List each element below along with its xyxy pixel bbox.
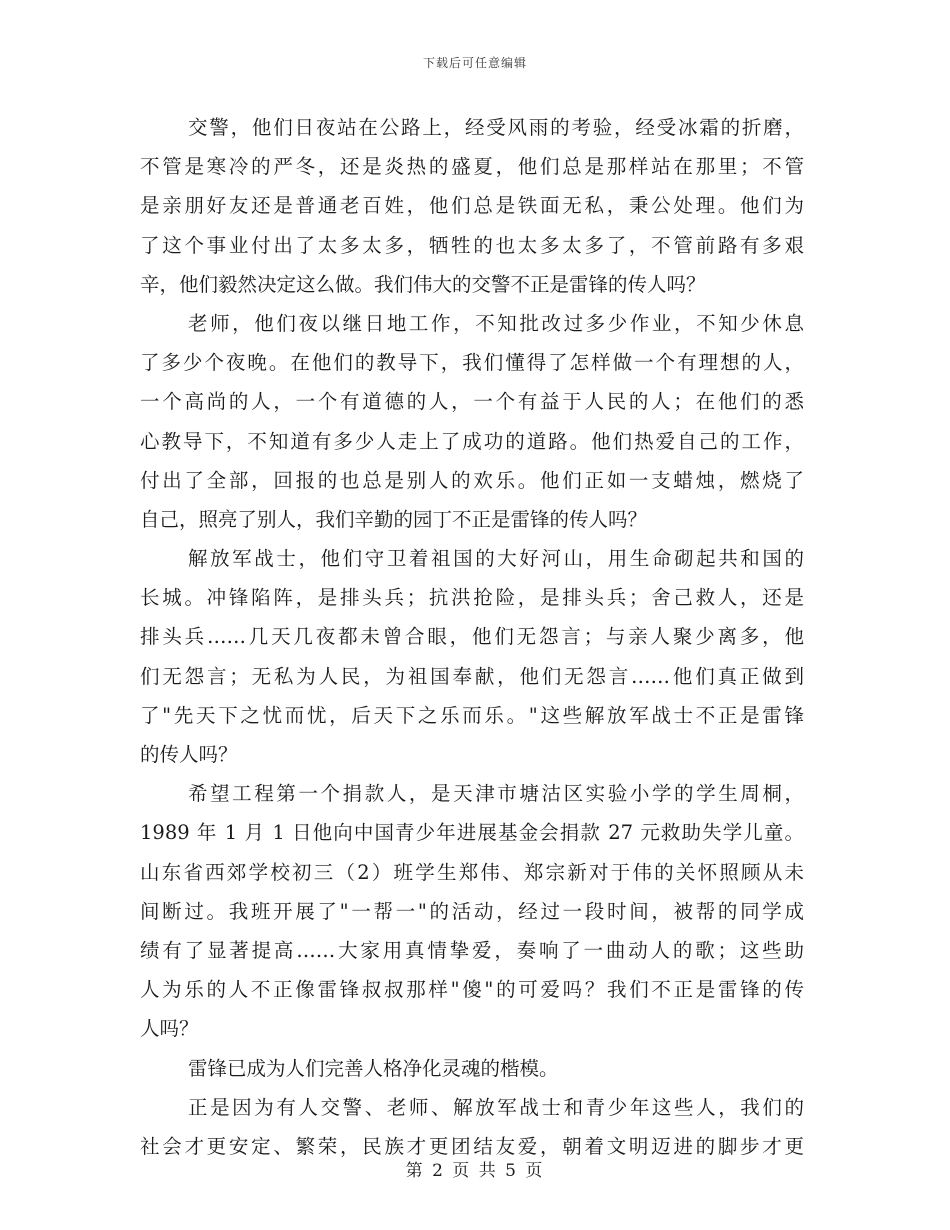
text-line: 一个高尚的人，一个有道德的人，一个有益于人民的人；在他们的悉 — [140, 390, 804, 414]
paragraph — [140, 1088, 804, 1166]
text-line: 交警，他们日夜站在公路上，经受风雨的考验，经受冰霜的折磨， — [188, 116, 804, 139]
text-line: 不管是寒冷的严冬，还是炎热的盛夏，他们总是那样站在那里；不管 — [140, 155, 804, 179]
text-line: 辛，他们毅然决定这么做。我们伟大的交警不正是雷锋的传人吗？ — [140, 272, 706, 296]
text-line: 正是因为有人交警、老师、解放军战士和青少年这些人，我们的 — [188, 1095, 804, 1119]
text-line: 心教导下，不知道有多少人走上了成功的道路。他们热爱自己的工作， — [140, 429, 804, 453]
text-line: 们无怨言；无私为人民，为祖国奉献，他们无怨言……他们真正做到 — [140, 664, 804, 688]
paragraph — [140, 304, 804, 539]
text-line: 间断过。我班开展了"一帮一"的活动，经过一段时间，被帮的同学成 — [140, 899, 804, 923]
text-line: 解放军战士，他们守卫着祖国的大好河山，用生命砌起共和国的 — [188, 547, 804, 571]
text-line: 的传人吗？ — [140, 743, 238, 766]
page-number-footer: 第 2 页 共 5 页 — [405, 1161, 545, 1181]
text-line: 了这个事业付出了太多太多，牺牲的也太多太多了，不管前路有多艰 — [140, 233, 804, 257]
paragraph — [140, 774, 804, 1048]
text-line: 是亲朋好友还是普通老百姓，他们总是铁面无私，秉公处理。他们为 — [140, 194, 804, 218]
text-line: 人吗？ — [140, 1017, 199, 1041]
text-line: 希望工程第一个捐款人，是天津市塘沽区实验小学的学生周桐， — [188, 782, 804, 806]
text-line: 绩有了显著提高……大家用真情挚爱，奏响了一曲动人的歌；这些助 — [140, 938, 804, 962]
text-line: 人为乐的人不正像雷锋叔叔那样"傻"的可爱吗？我们不正是雷锋的传 — [140, 978, 804, 1002]
text-line: 长城。冲锋陷阵，是排头兵；抗洪抢险，是排头兵；舍己救人，还是 — [140, 586, 804, 610]
paragraph — [140, 108, 804, 304]
paragraph — [140, 539, 804, 774]
text-line: 付出了全部，回报的也总是别人的欢乐。他们正如一支蜡烛，燃烧了 — [140, 468, 804, 492]
text-line: 自己，照亮了别人，我们辛勤的园丁不正是雷锋的传人吗？ — [140, 507, 648, 531]
page-header: 下载后可任意编辑 — [422, 56, 527, 70]
text-line: 老师，他们夜以继日地工作，不知批改过多少作业，不知少休息 — [188, 311, 804, 335]
paragraph — [140, 1049, 804, 1088]
text-line: 了"先天下之忧而忧，后天下之乐而乐。"这些解放军战士不正是雷锋 — [140, 703, 804, 727]
text-line: 1989 年 1 月 1 日他向中国青少年进展基金会捐款 27 元救助失学儿童。 — [140, 821, 804, 845]
text-line: 社会才更安定、繁荣，民族才更团结友爱，朝着文明迈进的脚步才更 — [140, 1134, 804, 1158]
text-line: 排头兵……几天几夜都未曾合眼，他们无怨言；与亲人聚少离多，他 — [140, 625, 804, 649]
text-line: 了多少个夜晚。在他们的教导下，我们懂得了怎样做一个有理想的人， — [140, 351, 804, 375]
text-line: 雷锋已成为人们完善人格净化灵魂的楷模。 — [188, 1056, 559, 1080]
text-line: 山东省西郊学校初三（2）班学生郑伟、郑宗新对于伟的关怀照顾从未 — [140, 860, 804, 884]
document-body — [140, 108, 804, 1166]
